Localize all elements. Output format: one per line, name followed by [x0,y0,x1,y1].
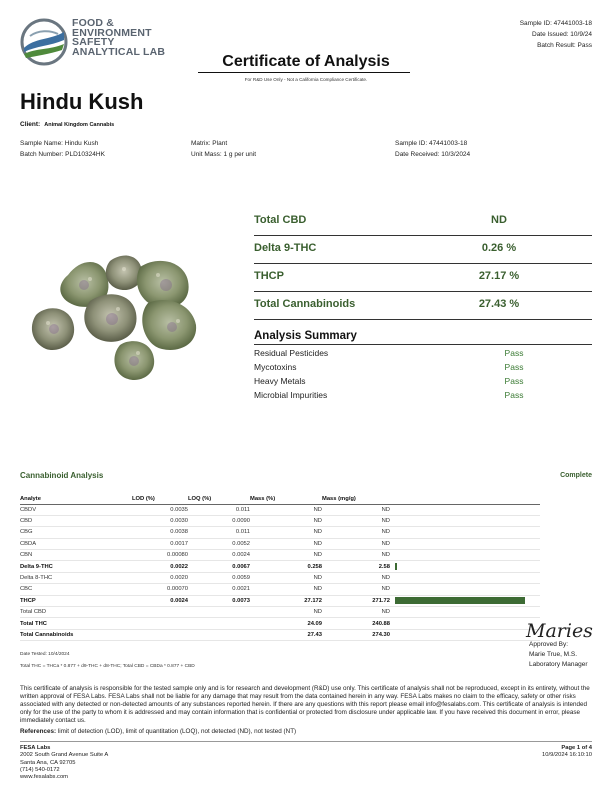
cell-pct: ND [250,527,322,538]
unit-mass: Unit Mass: 1 g per unit [191,151,257,158]
table-row [20,561,540,572]
summary-row [254,298,592,320]
summary-label: Delta 9-THC [254,242,317,254]
col-loq: LOQ (%) [188,494,250,504]
table-row [20,595,540,606]
certificate-title: Certificate of Analysis [222,53,390,70]
footer-company: FESA Labs [20,745,51,751]
references-label: References: [20,728,57,735]
cell-lod [132,629,188,640]
cell-pct: ND [250,607,322,618]
cell-analyte: CBDV [20,504,132,515]
cell-analyte: CBDA [20,538,132,549]
cell-pct: 27.43 [250,629,322,640]
analysis-divider [254,344,592,345]
cell-pct: ND [250,584,322,595]
sample-info-col1 [20,138,105,160]
analysis-item-label: Heavy Metals [254,376,306,386]
cell-pct: 0.258 [250,561,322,572]
total-formula: Total THC = THCa * 0.877 + d9-THC + d8-THC; Total CBD = CBDa * 0.877 + CBD [20,664,195,669]
table-row [20,538,540,549]
footer-website[interactable]: www.fesalabs.com [20,774,69,781]
page-number: Page 1 of 4 [561,745,592,751]
cell-analyte: Total CBD [20,607,132,618]
footer-timestamp: 10/9/2024 16:10:10 [542,752,592,759]
cell-mg: ND [322,584,390,595]
summary-row [254,242,592,264]
cell-mg: 2.58 [322,561,390,572]
approver-name: Marie True, M.S. [529,651,578,658]
table-row [20,515,540,526]
col-analyte: Analyte [20,494,132,504]
cell-mg: ND [322,572,390,583]
cell-lod: 0.00070 [132,584,188,595]
cell-bar [390,561,540,572]
cell-loq [188,629,250,640]
cell-analyte: Delta 9-THC [20,561,132,572]
cell-lod [132,618,188,629]
certificate-subtitle: For R&D Use Only - Not a California Compliance Certificate. [244,77,368,82]
cannabinoid-table [20,494,540,641]
cell-analyte: CBC [20,584,132,595]
cell-analyte: Total Cannabinoids [20,629,132,640]
cell-bar [390,618,540,629]
cell-pct: ND [250,572,322,583]
summary-label: Total CBD [254,214,307,226]
table-row [20,572,540,583]
cell-pct: ND [250,504,322,515]
mass-bar [395,563,397,570]
cell-analyte: CBD [20,515,132,526]
col-lod: LOD (%) [132,494,188,504]
analysis-item-label: Microbial Impurities [254,390,328,400]
footer-address-1: 2002 South Grand Avenue Suite A [20,752,109,759]
references [20,728,296,735]
cell-loq: 0.0021 [188,584,250,595]
cell-lod: 0.0017 [132,538,188,549]
header-date-issued: Date Issued: 10/9/24 [532,31,592,38]
table-row [20,584,540,595]
cell-mg: ND [322,607,390,618]
cell-pct: ND [250,538,322,549]
cell-loq [188,618,250,629]
cell-lod: 0.0022 [132,561,188,572]
footer-address-2: Santa Ana, CA 92705 [20,759,76,766]
date-received: Date Received: 10/3/2024 [395,151,471,158]
table-row [20,607,540,618]
summary-label: Total Cannabinoids [254,298,356,310]
matrix: Matrix: Plant [191,140,228,147]
table-row [20,618,540,629]
sample-name: Sample Name: Hindu Kush [20,140,99,147]
table-row [20,504,540,515]
logo-line: SAFETY [72,36,115,48]
client-line [20,121,114,128]
summary-row [254,270,592,292]
cell-mg: ND [322,538,390,549]
col-mass-mg: Mass (mg/g) [322,494,390,504]
cell-loq: 0.0024 [188,550,250,561]
references-text: limit of detection (LOD), limit of quantitation (LOQ), not detected (ND), not tested (NT) [56,728,297,735]
cell-pct: 27.172 [250,595,322,606]
table-row [20,527,540,538]
footer-divider [20,741,592,742]
footer-phone: (714) 540-0172 [20,766,60,773]
cell-pct: ND [250,550,322,561]
cell-lod: 0.0038 [132,527,188,538]
header-batch-result: Batch Result: Pass [537,42,592,49]
analysis-item-label: Mycotoxins [254,362,297,372]
summary-value: 0.26 % [481,242,517,254]
cell-lod: 0.00080 [132,550,188,561]
cannabinoid-analysis-status: Complete [560,472,592,479]
cell-pct: ND [250,515,322,526]
cell-bar [390,504,540,515]
summary-label: THCP [254,270,284,282]
analysis-summary-title: Analysis Summary [254,330,357,342]
sample-id: Sample ID: 47441003-18 [395,140,468,147]
header-sample-id: Sample ID: 47441003-18 [519,20,592,27]
cell-lod [132,607,188,618]
analysis-item-result: Pass [504,376,524,386]
approver-role: Laboratory Manager [529,661,588,668]
cell-analyte: CBN [20,550,132,561]
cell-bar [390,595,540,606]
cell-mg: ND [322,504,390,515]
lab-logo-text [72,19,165,57]
cell-loq: 0.0090 [188,515,250,526]
title-divider [198,72,410,73]
logo-line: ANALYTICAL LAB [72,45,166,58]
approval-block [529,640,588,670]
cell-bar [390,538,540,549]
client-name: Animal Kingdom Cannabis [44,122,115,128]
summary-row [254,214,592,236]
cell-loq: 0.0052 [188,538,250,549]
cannabinoid-analysis-title: Cannabinoid Analysis [20,471,104,480]
cell-analyte: Delta 8-THC [20,572,132,583]
product-name: Hindu Kush [20,89,144,114]
date-tested: Date Tested: 10/4/2024 [20,652,70,657]
cell-loq: 0.0067 [188,561,250,572]
mass-bar [395,597,525,604]
summary-value: ND [491,214,507,226]
cell-analyte: CBG [20,527,132,538]
cell-mg: ND [322,550,390,561]
cell-loq: 0.011 [188,504,250,515]
client-label: Client: [20,121,41,128]
footer-address [20,745,108,781]
batch-number: Batch Number: PLD10324HK [20,151,105,158]
sample-info-col2 [191,138,256,160]
signature: Maries [526,620,593,642]
approved-by-label: Approved By: [529,641,569,648]
footer-page-info [542,745,592,760]
cell-lod: 0.0035 [132,504,188,515]
cell-mg: ND [322,515,390,526]
product-photo [28,245,206,393]
table-row [20,629,540,640]
cell-analyte: Total THC [20,618,132,629]
cell-bar [390,584,540,595]
cell-loq: 0.0059 [188,572,250,583]
cell-bar [390,515,540,526]
cell-lod: 0.0020 [132,572,188,583]
analysis-item-result: Pass [504,390,524,400]
cell-lod: 0.0024 [132,595,188,606]
cell-mg: ND [322,527,390,538]
cell-analyte: THCP [20,595,132,606]
col-bar [390,494,540,504]
logo-line: ENVIRONMENT [72,26,152,39]
summary-value: 27.43 % [478,298,520,310]
analysis-item-result: Pass [504,362,524,372]
cell-bar [390,607,540,618]
cell-pct: 24.09 [250,618,322,629]
analysis-item-label: Residual Pesticides [254,348,329,358]
analysis-item-result: Pass [504,348,524,358]
header-meta [520,18,592,51]
cell-loq: 0.0073 [188,595,250,606]
cell-bar [390,629,540,640]
cell-mg: 274.30 [322,629,390,640]
cell-loq: 0.011 [188,527,250,538]
summary-value: 27.17 % [478,270,520,282]
cell-loq [188,607,250,618]
cell-mg: 271.72 [322,595,390,606]
cell-mg: 240.88 [322,618,390,629]
cell-bar [390,527,540,538]
table-header-row [20,494,540,504]
sample-info-col3 [395,138,470,160]
cell-lod: 0.0030 [132,515,188,526]
table-row [20,550,540,561]
cell-bar [390,572,540,583]
logo-line: FOOD & [72,17,115,29]
cell-bar [390,550,540,561]
disclaimer-text: This certificate of analysis is responsible for the tested sample only and is for research and development (R&D) use only. This certificate of analysis shall not be reproduced, except in its entirety, without the written approval of FESA Labs. FESA Labs shall not be liable for any damage that may result from the data contained herein in any way. FESA Labs makes no claim to the efficacy, safety or other risks associated with any detected or non-detected amounts of any substances reported herein. If there are any questions with this report please email info@fesalabs.com. This certificate of analysis is intended only for the use of the party to whom it is addressed and may contain information that is confidential or protected from disclosure under applicable law. If you have received this document in error, please immediately contact us. [20,685,590,724]
col-mass-pct: Mass (%) [250,494,322,504]
